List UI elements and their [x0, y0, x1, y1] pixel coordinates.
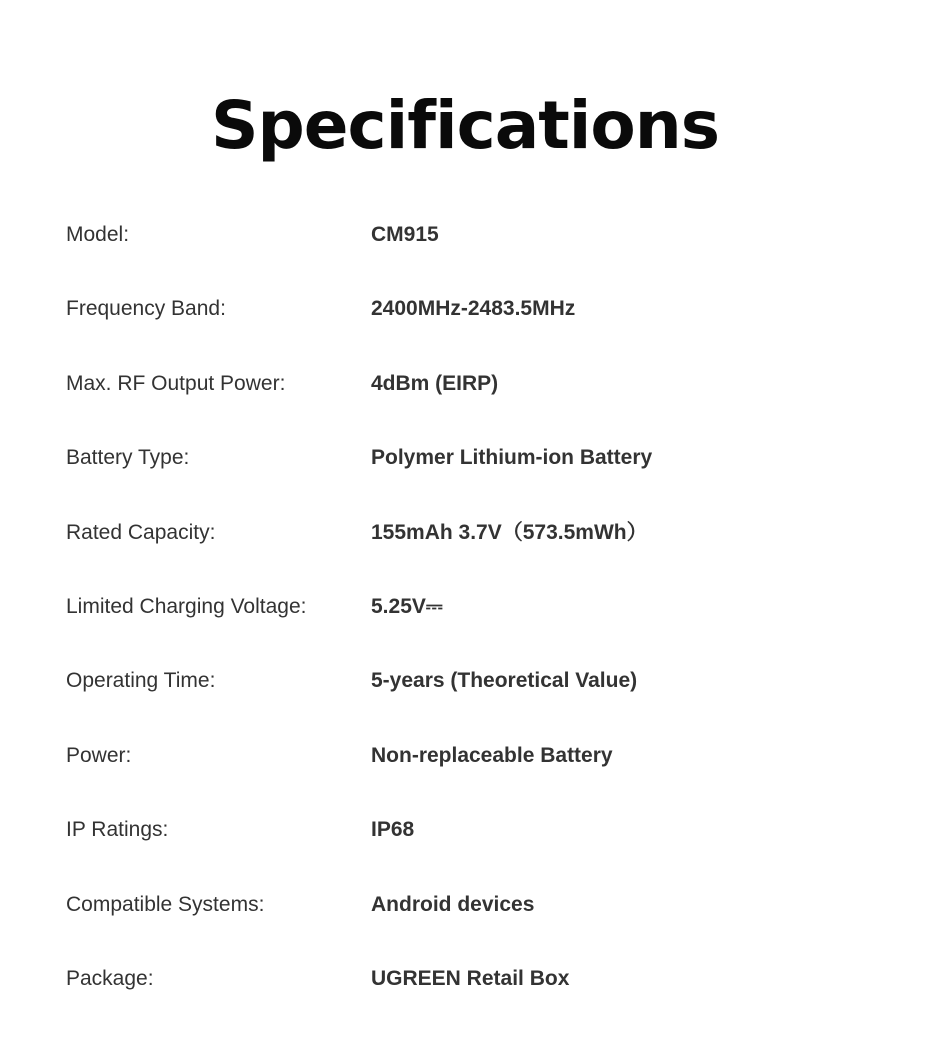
spec-row-charging-voltage [66, 588, 886, 662]
spec-value: 4dBm (EIRP) [371, 371, 499, 395]
spec-label: Operating Time: [66, 669, 216, 693]
spec-table [66, 216, 886, 1034]
spec-row-battery-type [66, 439, 886, 513]
spec-label: Battery Type: [66, 446, 190, 470]
spec-row-operating-time [66, 662, 886, 736]
spec-value: 5.25V⎓ [371, 594, 443, 618]
spec-row-package [66, 960, 886, 1034]
spec-row-model [66, 216, 886, 290]
spec-value: Android devices [371, 892, 535, 916]
spec-row-rf-output-power [66, 365, 886, 439]
spec-label: Limited Charging Voltage: [66, 594, 307, 618]
spec-label: Power: [66, 743, 132, 767]
spec-value: 155mAh 3.7V（573.5mWh） [371, 520, 648, 544]
spec-value: UGREEN Retail Box [371, 966, 570, 990]
spec-value: CM915 [371, 223, 439, 246]
spec-label: Compatible Systems: [66, 892, 265, 916]
spec-row-rated-capacity [66, 514, 886, 588]
spec-label: IP Ratings: [66, 818, 169, 842]
spec-label: Package: [66, 966, 154, 990]
spec-label: Frequency Band: [66, 297, 226, 321]
spec-label: Max. RF Output Power: [66, 371, 286, 395]
spec-row-ip-ratings [66, 811, 886, 885]
spec-value: Non-replaceable Battery [371, 743, 613, 767]
spec-label: Rated Capacity: [66, 520, 216, 544]
spec-row-frequency-band [66, 290, 886, 364]
spec-value: IP68 [371, 818, 415, 842]
spec-row-power [66, 737, 886, 811]
spec-row-compatible-systems [66, 886, 886, 960]
spec-value: Polymer Lithium-ion Battery [371, 446, 653, 470]
page-title: Specifications [210, 87, 720, 164]
spec-label: Model: [66, 223, 130, 246]
spec-value: 2400MHz-2483.5MHz [371, 297, 576, 321]
spec-value: 5-years (Theoretical Value) [371, 669, 638, 693]
